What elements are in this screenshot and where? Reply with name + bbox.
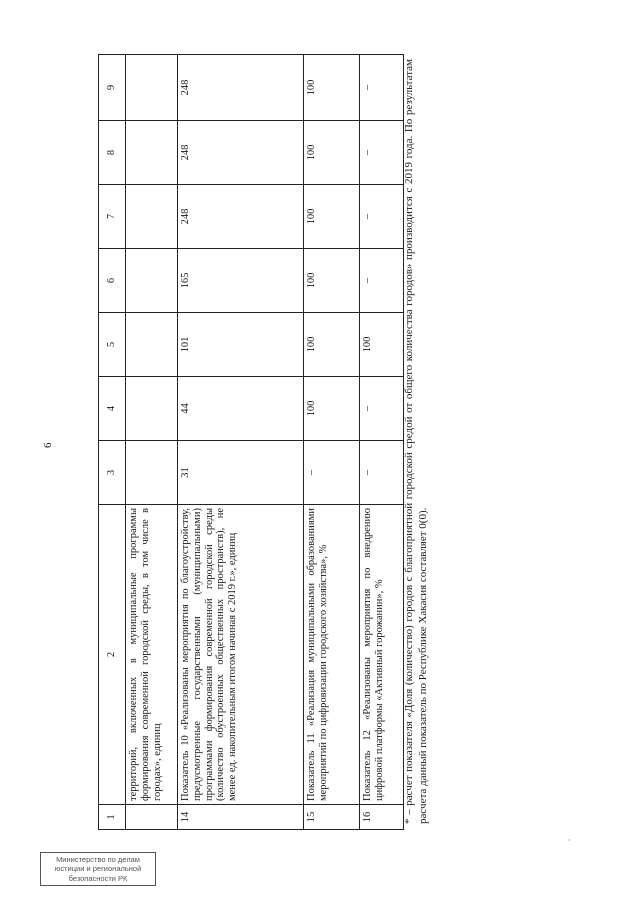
- stamp-line: юстиции и региональной: [54, 864, 142, 874]
- value-cell: [126, 377, 178, 441]
- footnote: * – расчет показателя «Доля (количество) городов с благоприятной городской средой от общего количества городов» производится с 2019 года. По результатам расчета данный показатель по Республике Хакасия составляет 0(0).: [403, 59, 429, 824]
- value-cell: 100: [304, 249, 360, 313]
- value-cell: 100: [304, 185, 360, 249]
- header-cell: 1: [99, 805, 126, 830]
- page-number: 6: [42, 442, 54, 448]
- value-cell: –: [360, 121, 404, 185]
- row-number: [126, 805, 178, 830]
- indicator-text: территорий, включенных в муниципальные программы формирования современной городской среды, в том числе в городах», единиц: [126, 505, 178, 805]
- registration-stamp: [40, 852, 156, 886]
- row-number: 14: [178, 805, 304, 830]
- rotated-content: [98, 55, 498, 830]
- value-cell: –: [304, 441, 360, 505]
- value-cell: 100: [304, 313, 360, 377]
- stamp-line: Министерство по делам: [56, 855, 140, 864]
- value-cell: 100: [304, 121, 360, 185]
- value-cell: [126, 121, 178, 185]
- header-cell: 5: [99, 313, 126, 377]
- table-row: [304, 55, 360, 830]
- header-cell: 4: [99, 377, 126, 441]
- value-cell: –: [360, 441, 404, 505]
- value-cell: 100: [360, 313, 404, 377]
- value-cell: 248: [178, 185, 304, 249]
- row-number: 15: [304, 805, 360, 830]
- table-row: [126, 55, 178, 830]
- header-row: [99, 55, 126, 830]
- value-cell: 101: [178, 313, 304, 377]
- value-cell: [126, 441, 178, 505]
- value-cell: –: [360, 185, 404, 249]
- scan-mark: ·: [568, 836, 571, 845]
- value-cell: 248: [178, 55, 304, 121]
- header-cell: 7: [99, 185, 126, 249]
- value-cell: [126, 55, 178, 121]
- value-cell: –: [360, 377, 404, 441]
- value-cell: [126, 313, 178, 377]
- value-cell: [126, 249, 178, 313]
- value-cell: –: [360, 249, 404, 313]
- indicator-text: Показатель 12 «Реализованы мероприятия по внедрению цифровой платформы «Активный горожанин», %: [360, 505, 404, 805]
- header-cell: 3: [99, 441, 126, 505]
- value-cell: 100: [304, 377, 360, 441]
- indicator-text: Показатель 10 «Реализованы мероприятия по благоустройству, предусмотренные государственными (муниципальными) программами формирования современной городской среды (количество обустроенных общественных пространств), не менее ед. накопительным итогом начиная с 2019 г.», единиц: [178, 505, 304, 805]
- indicators-table: [98, 54, 404, 830]
- value-cell: 100: [304, 55, 360, 121]
- value-cell: 31: [178, 441, 304, 505]
- row-number: 16: [360, 805, 404, 830]
- header-cell: 8: [99, 121, 126, 185]
- header-cell: 9: [99, 55, 126, 121]
- header-cell: 6: [99, 249, 126, 313]
- header-cell: 2: [99, 505, 126, 805]
- table-row: [178, 55, 304, 830]
- value-cell: –: [360, 55, 404, 121]
- value-cell: [126, 185, 178, 249]
- value-cell: 165: [178, 249, 304, 313]
- value-cell: 248: [178, 121, 304, 185]
- indicator-text: Показатель 11 «Реализация муниципальными образованиями мероприятий по цифровизации городского хозяйства», %: [304, 505, 360, 805]
- stamp-line: безопасности РК: [68, 873, 128, 883]
- value-cell: 44: [178, 377, 304, 441]
- table-row: [360, 55, 404, 830]
